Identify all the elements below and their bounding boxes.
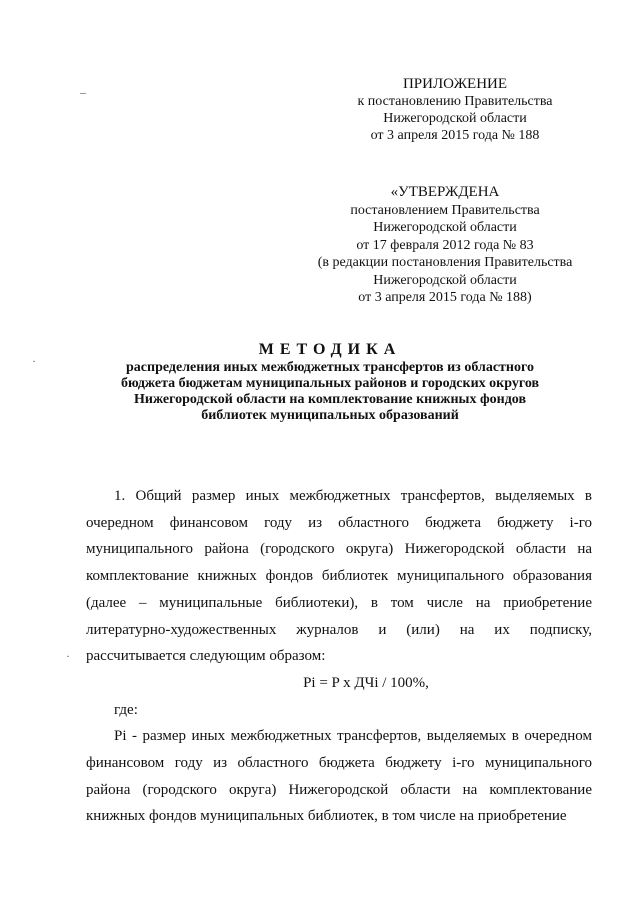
scan-artifact-dot: · xyxy=(32,354,36,368)
document-body xyxy=(86,483,592,830)
formula: Pi = P x ДЧi / 100%, xyxy=(303,674,429,691)
paragraph-general-size: 1. Общий размер иных межбюджетных трансфертов, выделяемых в очередном финансовом году из областного бюджета бюджету i-го муниципального района (городского округа) Нижегородской области на комплектование книжных фондов библиотек муниципального образования (далее – муниципальные библиотеки), в том числе на приобретение литературно-художественных журналов и (или) на их подписку, рассчитывается следующим образом: xyxy=(86,488,592,665)
title-main: МЕТОДИКА xyxy=(258,341,402,358)
title-subtitle-line: библиотек муниципальных образований xyxy=(201,408,459,423)
title-subtitle-line: бюджета бюджетам муниципальных районов и городских округов xyxy=(120,376,540,391)
title-subtitle-line: распределения иных межбюджетных трансфертов из областного xyxy=(126,360,534,375)
approved-line: от 3 апреля 2015 года № 188) xyxy=(358,290,532,305)
appendix-line: к постановлению Правительства xyxy=(357,94,553,109)
scan-artifact-dot: · xyxy=(66,649,70,663)
approved-line: Нижегородской области xyxy=(373,220,517,235)
document-title xyxy=(70,340,590,424)
approved-line: (в редакции постановления Правительства xyxy=(317,255,573,270)
approval-stamp-block xyxy=(300,184,590,307)
where-label: где: xyxy=(114,701,138,718)
approved-line: постановлением Правительства xyxy=(350,202,540,218)
paragraph-definition-pi: Pi - размер иных межбюджетных трансфертов, выделяемых в очередном финансовом году из областного бюджета бюджету i-го муниципального района (городского округа) Нижегородской области на комплектование книжных фондов муниципальных библиотек, в том числе на приобретение xyxy=(86,728,592,825)
scan-artifact-mark: ‒ xyxy=(80,85,86,99)
appendix-line: от 3 апреля 2015 года № 188 xyxy=(370,128,540,143)
approved-line: Нижегородской области xyxy=(373,272,517,288)
appendix-heading: ПРИЛОЖЕНИЕ xyxy=(402,76,508,92)
title-subtitle-line: Нижегородской области на комплектование книжных фондов xyxy=(134,392,526,407)
approved-heading: «УТВЕРЖДЕНА xyxy=(390,184,500,200)
approved-line: от 17 февраля 2012 года № 83 xyxy=(356,237,534,253)
appendix-header xyxy=(330,76,580,144)
appendix-line: Нижегородской области xyxy=(383,111,527,126)
